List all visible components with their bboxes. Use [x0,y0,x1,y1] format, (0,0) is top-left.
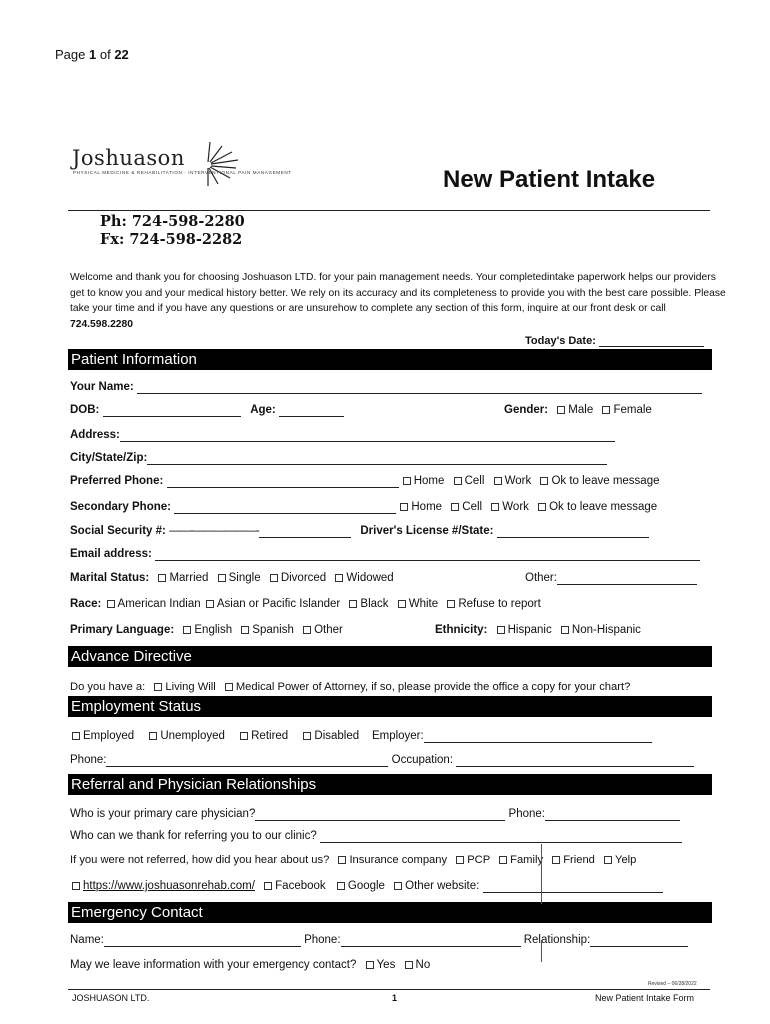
refuse-checkbox[interactable] [447,600,455,608]
friend-checkbox[interactable] [552,856,560,864]
male-checkbox[interactable] [557,406,565,414]
relationship-line[interactable] [590,935,688,947]
contact-numbers [100,213,245,249]
age-line[interactable] [279,405,344,417]
marital-status-row: Marital Status: Married Single Divorced Widowed [70,572,394,584]
yelp-checkbox[interactable] [604,856,612,864]
advance-directive-row: Do you have a: Living Will Medical Power of Attorney, if so, please provide the office a copy for your chart? [70,681,631,693]
todays-date-field[interactable]: Today's Date: [525,335,704,347]
your-name-field[interactable]: Your Name: [70,380,702,394]
address-field[interactable]: Address: [70,428,615,442]
white-checkbox[interactable] [398,600,406,608]
occupation-line[interactable] [456,755,694,767]
form-title: New Patient Intake [443,166,656,193]
widowed-checkbox[interactable] [335,574,343,582]
pcp-phone-line[interactable] [545,809,680,821]
employed-checkbox[interactable] [72,732,80,740]
website-row: https://www.joshuasonrehab.com/ Facebook Google Other website: [70,879,663,893]
footer-company: JOSHUASON LTD. [72,993,150,1003]
preferred-phone-line[interactable] [167,476,399,488]
other-website-line[interactable] [483,881,663,893]
secondary-home-checkbox[interactable] [400,503,408,511]
unemployed-checkbox[interactable] [149,732,157,740]
section-employment-status: Employment Status [68,696,712,717]
city-state-zip-field[interactable]: City/State/Zip: [70,451,607,465]
section-patient-information: Patient Information [68,349,712,370]
living-will-checkbox[interactable] [154,683,162,691]
section-emergency-contact: Emergency Contact [68,902,712,923]
language-row: Primary Language: English Spanish Other [70,624,343,636]
insurance-checkbox[interactable] [338,856,346,864]
revision-note: Revised – 06/28/2022 [648,981,697,987]
preferred-phone-row: Preferred Phone: Home Cell Work Ok to leave message [70,475,660,487]
employment-phone-line[interactable] [106,755,388,767]
intro-paragraph: Welcome and thank you for choosing Joshuason LTD. for your pain management needs. Your completedintake paperwork helps our providers get to know you and your medical history better. We rely on its accuracy and its completeness to provide you with the best care possible. Please take your time and if you have any questions or are unsurehow to complete any section of this form, inquire at our front desk or call 724.598.2280 [70,272,726,330]
page-number: Page 1 of 22 [55,47,129,62]
phone-number: Ph: 724-598-2280 [100,213,245,230]
dob-line[interactable] [103,405,241,417]
scan-artifact-line [541,844,542,904]
leave-info-yes-checkbox[interactable] [366,961,374,969]
race-row: Race: American Indian Asian or Pacific Islander Black White Refuse to report [70,598,541,610]
family-checkbox[interactable] [499,856,507,864]
logo-tagline: PHYSICAL MEDICINE & REHABILITATION · INTERVENTIONAL PAIN MANAGEMENT [73,170,292,175]
employment-phone-row: Phone: Occupation: [70,753,694,767]
facebook-checkbox[interactable] [264,882,272,890]
referrer-row: Who can we thank for referring you to our clinic? [70,829,682,843]
disabled-checkbox[interactable] [303,732,311,740]
single-checkbox[interactable] [218,574,226,582]
emergency-contact-row: Name: Phone: Relationship: [70,933,688,947]
ethnicity-field: Ethnicity: Hispanic Non-Hispanic [435,624,641,636]
preferred-home-checkbox[interactable] [403,477,411,485]
website-link[interactable]: https://www.joshuasonrehab.com/ [83,880,255,892]
gender-field: Gender: Male Female [504,404,652,416]
poa-checkbox[interactable] [225,683,233,691]
preferred-work-checkbox[interactable] [494,477,502,485]
secondary-ok-message-checkbox[interactable] [538,503,546,511]
dob-age-gender-row: DOB: Age: [70,403,344,417]
footer-divider [68,989,710,990]
preferred-ok-message-checkbox[interactable] [540,477,548,485]
hispanic-checkbox[interactable] [497,626,505,634]
header-divider [68,210,710,211]
fax-number: Fx: 724-598-2282 [100,231,243,248]
english-checkbox[interactable] [183,626,191,634]
email-field[interactable]: Email address: [70,547,700,561]
pcp-checkbox[interactable] [456,856,464,864]
preferred-cell-checkbox[interactable] [454,477,462,485]
secondary-cell-checkbox[interactable] [451,503,459,511]
married-checkbox[interactable] [158,574,166,582]
company-logo [72,140,292,190]
divorced-checkbox[interactable] [270,574,278,582]
drivers-license-line[interactable] [497,526,649,538]
retired-checkbox[interactable] [240,732,248,740]
google-checkbox[interactable] [337,882,345,890]
spanish-checkbox[interactable] [241,626,249,634]
marital-other-field[interactable]: Other: [525,571,697,585]
section-referral: Referral and Physician Relationships [68,774,712,795]
ssn-license-row: Social Security #: ——-——————- Driver's License #/State: [70,524,649,538]
american-indian-checkbox[interactable] [107,600,115,608]
logo-wordmark: Joshuason [72,146,185,170]
secondary-work-checkbox[interactable] [491,503,499,511]
other-website-checkbox[interactable] [394,882,402,890]
hear-about-row: If you were not referred, how did you hear about us? Insurance company PCP Family Friend Yelp [70,854,637,866]
secondary-phone-line[interactable] [174,502,396,514]
footer-page-number: 1 [392,993,398,1003]
website-checkbox[interactable] [72,882,80,890]
referrer-line[interactable] [320,831,682,843]
todays-date-line[interactable] [599,336,704,347]
non-hispanic-checkbox[interactable] [561,626,569,634]
sunburst-icon [200,140,250,188]
leave-info-no-checkbox[interactable] [405,961,413,969]
scan-artifact-line [541,940,542,962]
female-checkbox[interactable] [602,406,610,414]
emergency-phone-line[interactable] [341,935,521,947]
pcp-line[interactable] [255,809,505,821]
secondary-phone-row: Secondary Phone: Home Cell Work Ok to leave message [70,501,658,513]
pcp-row: Who is your primary care physician? Phone: [70,807,680,821]
emergency-name-line[interactable] [104,935,301,947]
footer-form-name: New Patient Intake Form [595,993,695,1003]
leave-info-row: May we leave information with your emergency contact? Yes No [70,959,431,971]
section-advance-directive: Advance Directive [68,646,712,667]
employer-line[interactable] [424,731,652,743]
asian-checkbox[interactable] [206,600,214,608]
ssn-line[interactable] [259,526,351,538]
employment-row: Employed Unemployed Retired Disabled Employer: [70,729,652,743]
black-checkbox[interactable] [349,600,357,608]
language-other-checkbox[interactable] [303,626,311,634]
